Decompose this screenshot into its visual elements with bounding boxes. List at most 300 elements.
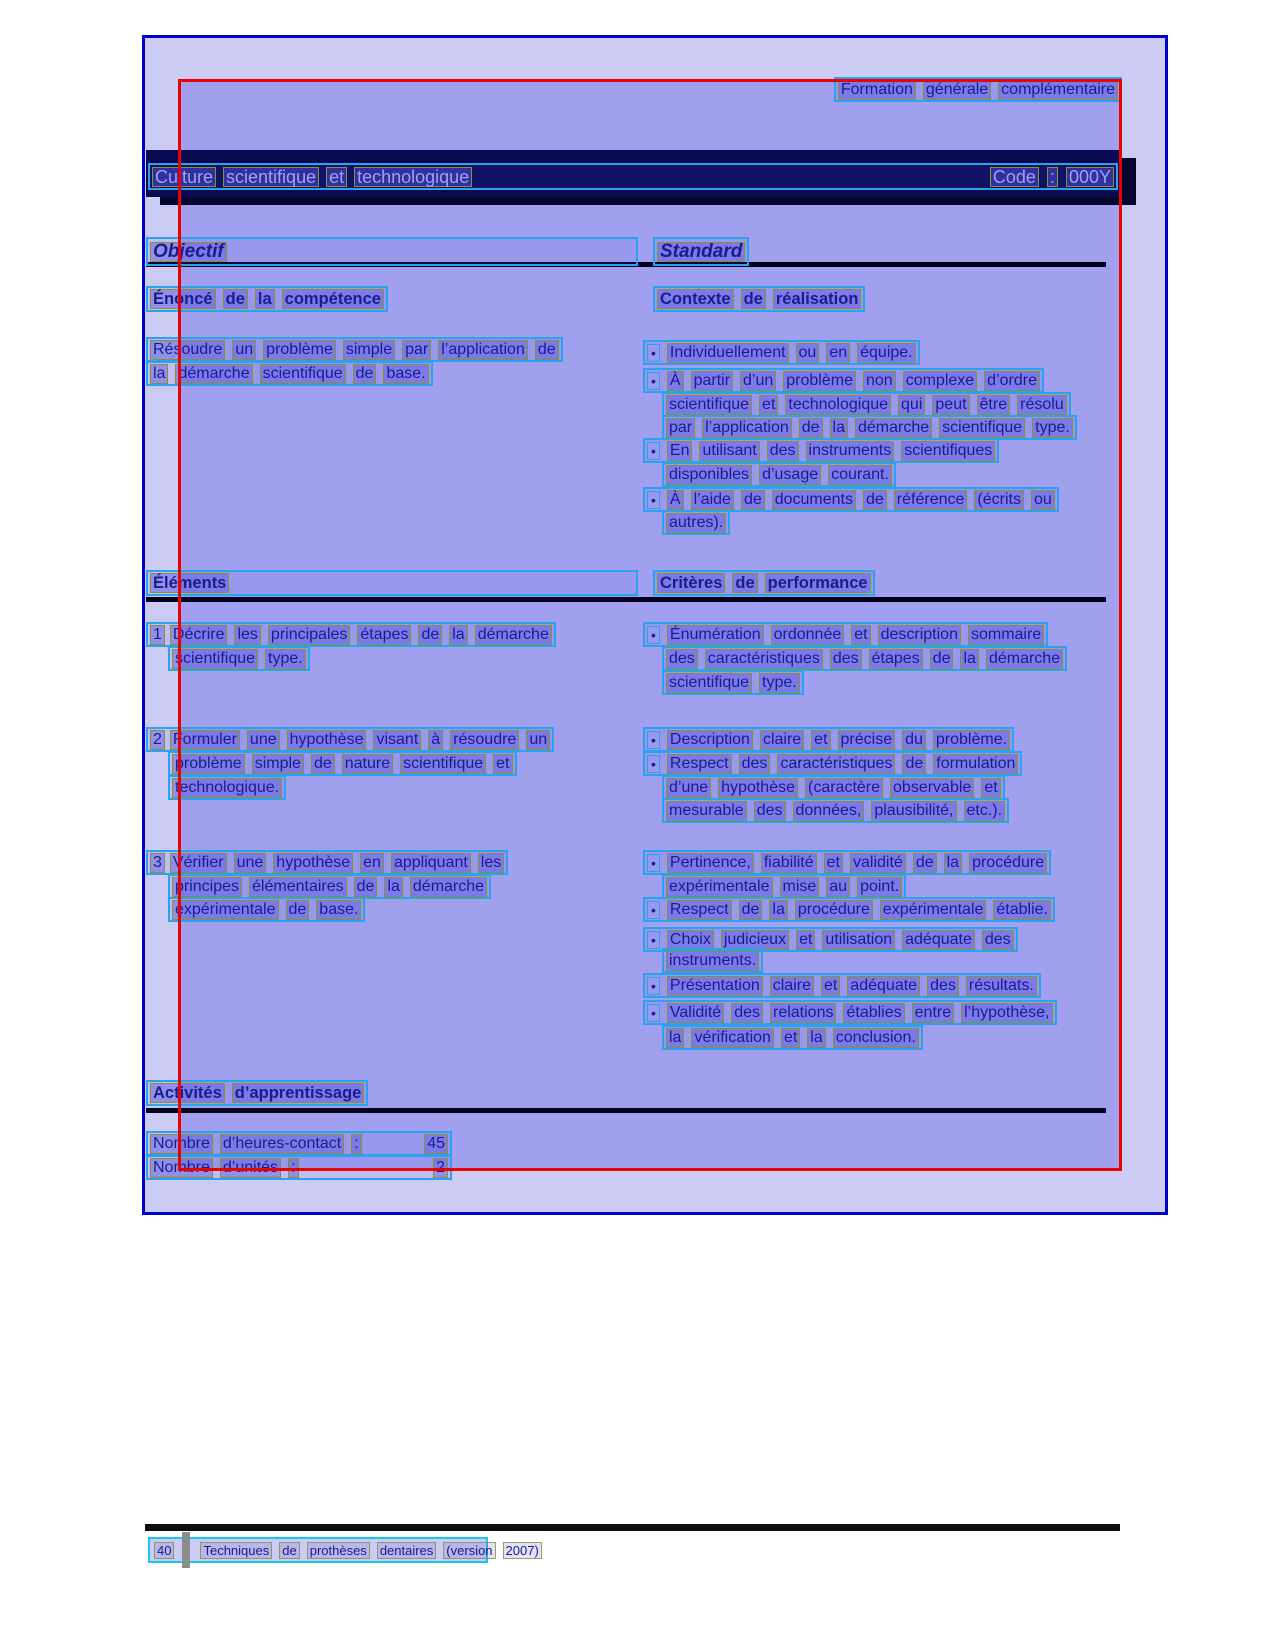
word-highlight: un — [232, 340, 256, 360]
context-text — [666, 395, 1067, 415]
word-highlight: Validité — [667, 1003, 724, 1023]
word-highlight: établie. — [993, 900, 1051, 920]
word-highlight: Résoudre — [150, 340, 225, 360]
word-highlight: adéquate — [902, 930, 975, 950]
word-highlight: type. — [1032, 418, 1073, 438]
word-highlight: (caractère — [805, 778, 883, 798]
context-bullet-line — [643, 340, 920, 365]
criterion-bullet-line — [643, 973, 1041, 998]
word-highlight: hypothèse — [718, 778, 798, 798]
criterion-line — [662, 1025, 923, 1050]
word-highlight: Décrire — [170, 625, 228, 645]
word-highlight: adéquate — [847, 976, 920, 996]
course-title — [152, 167, 472, 187]
word-highlight: établies — [843, 1003, 904, 1023]
context-text — [647, 343, 916, 363]
word-highlight: élémentaires — [249, 877, 347, 897]
word-highlight: au — [826, 877, 850, 897]
word-highlight: et — [759, 395, 778, 415]
word-highlight: la — [960, 649, 978, 669]
item-text — [172, 649, 306, 669]
word-highlight: réalisation — [773, 289, 862, 309]
item-line — [168, 874, 491, 899]
word-highlight: sommaire — [968, 625, 1044, 645]
criterion-text — [666, 1028, 919, 1048]
word-highlight: démarche — [986, 649, 1063, 669]
word-highlight: performance — [765, 573, 871, 593]
word-highlight: d’unités — [220, 1158, 281, 1178]
criterion-text — [647, 625, 1044, 645]
word-highlight: de — [354, 877, 378, 897]
criterion-bullet-line — [643, 622, 1048, 647]
word-highlight: des — [739, 754, 771, 774]
bullet-icon: • — [647, 931, 660, 949]
word-highlight: données, — [793, 801, 865, 821]
word-highlight: des — [666, 649, 698, 669]
word-highlight: et — [824, 853, 843, 873]
footer-separator-bar — [182, 1532, 190, 1568]
criteria-title-line — [653, 570, 875, 596]
section-rule — [146, 1108, 1106, 1113]
word-highlight: l’aide — [691, 490, 734, 510]
word-highlight: scientifique — [172, 649, 258, 669]
word-highlight: ordonnée — [771, 625, 845, 645]
word-highlight: Standard — [657, 242, 745, 262]
word-highlight: instruments — [806, 441, 895, 461]
word-highlight: hypothèse — [287, 730, 367, 750]
word-highlight: À — [667, 490, 684, 510]
word-highlight: de — [353, 364, 377, 384]
criterion-text — [647, 730, 1010, 750]
word-highlight: technologique. — [172, 778, 282, 798]
criteria-title — [657, 573, 871, 593]
context-text — [666, 418, 1073, 438]
word-highlight: plausibilité, — [871, 801, 956, 821]
word-highlight: caractéristiques — [705, 649, 823, 669]
criterion-bullet-line — [643, 727, 1014, 752]
word-highlight: de — [535, 340, 559, 360]
item-line — [168, 775, 286, 800]
bullet-icon: • — [647, 1004, 660, 1022]
word-highlight: de — [799, 418, 823, 438]
objectif-heading-line — [146, 237, 638, 266]
bullet-icon: • — [647, 626, 660, 644]
word-highlight: d’ordre — [984, 371, 1040, 391]
word-highlight: de — [279, 1542, 299, 1559]
word-highlight: Respect — [667, 754, 732, 774]
bullet-icon: • — [647, 491, 660, 509]
word-highlight: la — [666, 1028, 684, 1048]
word-highlight: et — [781, 1028, 800, 1048]
word-highlight: étapes — [869, 649, 923, 669]
word-highlight: scientifique — [260, 364, 346, 384]
criterion-text — [666, 778, 1001, 798]
word-highlight: hypothèse — [273, 853, 353, 873]
word-highlight: Activités — [150, 1083, 225, 1103]
word-highlight: scientifique — [666, 673, 752, 693]
word-highlight: courant. — [828, 465, 892, 485]
criterion-line — [662, 646, 1067, 671]
criterion-text — [666, 877, 902, 897]
item-text — [172, 877, 487, 897]
units-row — [146, 1155, 452, 1180]
context-line — [662, 510, 730, 535]
word-highlight: générale — [923, 80, 991, 100]
word-highlight: et — [821, 976, 840, 996]
word-highlight: mesurable — [666, 801, 747, 821]
bullet-icon: • — [647, 854, 660, 872]
word-highlight: les — [478, 853, 504, 873]
word-highlight: Nombre — [150, 1158, 213, 1178]
word-highlight: l’application — [438, 340, 528, 360]
word-highlight: complémentaire — [998, 80, 1118, 100]
item-line — [168, 897, 365, 922]
word-highlight: la — [944, 853, 962, 873]
word-highlight: référence — [894, 490, 968, 510]
word-highlight: compétence — [282, 289, 384, 309]
word-highlight: expérimentale — [880, 900, 987, 920]
word-highlight: une — [234, 853, 267, 873]
word-highlight: scientifique — [666, 395, 752, 415]
word-highlight: relations — [770, 1003, 836, 1023]
statement-text — [150, 340, 559, 360]
activities-title-line — [146, 1080, 368, 1106]
word-highlight: de — [902, 754, 926, 774]
enonce-title-line — [146, 286, 388, 312]
word-highlight: des — [927, 976, 959, 996]
word-highlight: de — [311, 754, 335, 774]
word-highlight: type. — [265, 649, 306, 669]
word-highlight: base. — [316, 900, 361, 920]
word-highlight: (version — [443, 1542, 495, 1559]
bullet-icon: • — [647, 901, 660, 919]
word-highlight: d’heures-contact — [220, 1134, 344, 1154]
word-highlight: les — [234, 625, 260, 645]
criterion-text — [647, 853, 1047, 873]
word-highlight: appliquant — [391, 853, 471, 873]
criterion-text — [647, 976, 1037, 996]
criterion-text — [666, 951, 759, 971]
context-text — [666, 465, 892, 485]
word-highlight: équipe. — [857, 343, 916, 363]
code-label: Code — [990, 167, 1039, 187]
contexte-title — [657, 289, 861, 309]
title-bar-line — [148, 163, 1118, 190]
word-highlight: (écrits — [974, 490, 1024, 510]
word-highlight: problème — [783, 371, 856, 391]
word-highlight: résultats. — [966, 976, 1037, 996]
bullet-icon: • — [647, 755, 660, 773]
word-highlight: scientifique — [400, 754, 486, 774]
footer-text — [200, 1542, 541, 1559]
word-highlight: Choix — [667, 930, 714, 950]
item-line — [168, 646, 310, 671]
word-highlight: des — [982, 930, 1014, 950]
criterion-line — [662, 798, 1009, 823]
context-bullet-line — [643, 487, 1059, 512]
criterion-text — [647, 900, 1051, 920]
criterion-text — [666, 801, 1005, 821]
word-highlight: d’une — [666, 778, 711, 798]
word-highlight: scientifiques — [901, 441, 995, 461]
word-highlight: la — [255, 289, 275, 309]
word-highlight: et — [493, 754, 512, 774]
footer-line — [148, 1537, 539, 1563]
word-highlight: de — [863, 490, 887, 510]
word-highlight: etc.). — [964, 801, 1006, 821]
objectif-heading — [150, 242, 227, 262]
word-highlight: base. — [383, 364, 428, 384]
statement-line — [146, 361, 433, 386]
item-text — [170, 730, 550, 750]
word-highlight: et — [326, 167, 347, 187]
context-text — [647, 371, 1040, 391]
word-highlight: description — [878, 625, 961, 645]
word-highlight: qui — [898, 395, 925, 415]
item-line — [168, 751, 517, 776]
word-highlight: du — [902, 730, 926, 750]
word-highlight: de — [223, 289, 248, 309]
word-highlight: étapes — [357, 625, 411, 645]
word-highlight: de — [741, 490, 765, 510]
word-highlight: problème. — [933, 730, 1010, 750]
item-text — [170, 625, 552, 645]
word-highlight: de — [286, 900, 310, 920]
word-highlight: Vérifier — [170, 853, 227, 873]
criterion-line — [662, 670, 804, 695]
word-highlight: des — [754, 801, 786, 821]
word-highlight: et — [851, 625, 870, 645]
word-highlight: claire — [760, 730, 804, 750]
top-note — [838, 80, 1118, 100]
criterion-line — [662, 948, 763, 973]
word-highlight: et — [981, 778, 1000, 798]
word-highlight: par — [666, 418, 695, 438]
word-highlight: d’apprentissage — [232, 1083, 365, 1103]
course-code — [990, 167, 1114, 187]
word-highlight: démarche — [855, 418, 932, 438]
word-highlight: scientifique — [223, 167, 319, 187]
word-highlight: disponibles — [666, 465, 752, 485]
word-highlight: simple — [252, 754, 304, 774]
item-line — [146, 850, 508, 875]
criterion-text — [666, 649, 1063, 669]
context-line — [662, 415, 1077, 440]
context-line — [662, 392, 1071, 417]
word-highlight: fiabilité — [761, 853, 817, 873]
word-highlight: la — [449, 625, 467, 645]
page-number: 40 — [154, 1542, 174, 1559]
word-highlight: Présentation — [667, 976, 763, 996]
statement-line — [146, 337, 563, 362]
item-number: 3 — [150, 853, 165, 873]
top-note-line — [834, 77, 1122, 102]
context-text — [666, 513, 726, 533]
word-highlight: un — [526, 730, 550, 750]
word-highlight: expérimentale — [666, 877, 773, 897]
elements-title — [150, 573, 229, 593]
word-highlight: en — [360, 853, 384, 873]
context-text — [647, 441, 995, 461]
word-highlight: Individuellement — [667, 343, 789, 363]
word-highlight: technologique — [785, 395, 891, 415]
word-highlight: documents — [772, 490, 856, 510]
bullet-icon: • — [647, 442, 660, 460]
word-highlight: nature — [342, 754, 393, 774]
word-highlight: formulation — [933, 754, 1018, 774]
criterion-line — [662, 775, 1005, 800]
code-separator: : — [1047, 167, 1058, 187]
word-highlight: et — [796, 930, 815, 950]
criterion-text — [647, 1003, 1053, 1023]
activities-title — [150, 1083, 364, 1103]
word-highlight: problème — [263, 340, 336, 360]
criterion-bullet-line — [643, 850, 1051, 875]
word-highlight: scientifique — [939, 418, 1025, 438]
word-highlight: technologique — [354, 167, 472, 187]
word-highlight: Objectif — [150, 242, 227, 262]
elements-title-line — [146, 570, 638, 596]
word-highlight: : — [288, 1158, 298, 1178]
word-highlight: simple — [343, 340, 395, 360]
context-bullet-line — [643, 368, 1044, 393]
context-line — [662, 462, 896, 487]
word-highlight: partir — [691, 371, 733, 391]
word-highlight: Énumération — [667, 625, 764, 645]
bullet-icon: • — [647, 372, 660, 390]
word-highlight: problème — [172, 754, 245, 774]
word-highlight: Énoncé — [150, 289, 216, 309]
word-highlight: complexe — [903, 371, 977, 391]
word-highlight: entre — [912, 1003, 954, 1023]
word-highlight: observable — [890, 778, 974, 798]
word-highlight: Culture — [152, 167, 216, 187]
standard-heading — [657, 242, 745, 262]
word-highlight: d’usage — [759, 465, 821, 485]
item-number: 2 — [150, 730, 165, 750]
word-highlight: caractéristiques — [777, 754, 895, 774]
word-highlight: utilisation — [822, 930, 895, 950]
word-highlight: démarche — [475, 625, 552, 645]
word-highlight: À — [667, 371, 684, 391]
bullet-icon: • — [647, 731, 660, 749]
word-highlight: Nombre — [150, 1134, 213, 1154]
word-highlight: la — [807, 1028, 825, 1048]
item-line — [146, 622, 556, 647]
word-highlight: à — [428, 730, 443, 750]
word-highlight: la — [384, 877, 402, 897]
word-highlight: résolu — [1017, 395, 1067, 415]
word-highlight: Techniques — [200, 1542, 272, 1559]
word-highlight: peut — [932, 395, 969, 415]
word-highlight: mise — [780, 877, 820, 897]
code-value: 000Y — [1066, 167, 1114, 187]
word-highlight: non — [863, 371, 896, 391]
units-label — [150, 1158, 299, 1178]
criterion-text — [647, 930, 1014, 950]
word-highlight: démarche — [175, 364, 252, 384]
word-highlight: résoudre — [450, 730, 519, 750]
word-highlight: de — [913, 853, 937, 873]
word-highlight: des — [767, 441, 799, 461]
word-highlight: Contexte — [657, 289, 734, 309]
word-highlight: des — [731, 1003, 763, 1023]
item-text — [172, 754, 513, 774]
word-highlight: Formation — [838, 80, 916, 100]
item-text — [172, 778, 282, 798]
context-bullet-line — [643, 438, 999, 463]
hours-row — [146, 1131, 452, 1156]
word-highlight: conclusion. — [833, 1028, 919, 1048]
word-highlight: utilisant — [699, 441, 759, 461]
word-highlight: type. — [759, 673, 800, 693]
item-text — [170, 853, 504, 873]
word-highlight: procédure — [969, 853, 1047, 873]
word-highlight: prothèses — [307, 1542, 370, 1559]
hours-label — [150, 1134, 362, 1154]
word-highlight: en — [826, 343, 850, 363]
bullet-icon: • — [647, 977, 660, 995]
word-highlight: d’un — [740, 371, 776, 391]
word-highlight: procédure — [795, 900, 873, 920]
word-highlight: de — [741, 289, 766, 309]
item-text — [172, 900, 361, 920]
word-highlight: l’hypothèse, — [961, 1003, 1052, 1023]
criterion-bullet-line — [643, 1000, 1057, 1025]
word-highlight: Critères — [657, 573, 725, 593]
bullet-icon: • — [647, 344, 660, 362]
word-highlight: vérification — [691, 1028, 773, 1048]
word-highlight: par — [402, 340, 431, 360]
criterion-bullet-line — [643, 751, 1022, 776]
word-highlight: être — [977, 395, 1011, 415]
context-text — [647, 490, 1055, 510]
word-highlight: précise — [838, 730, 896, 750]
units-value: 2 — [433, 1158, 448, 1178]
enonce-title — [150, 289, 384, 309]
word-highlight: principales — [268, 625, 350, 645]
criterion-text — [647, 754, 1018, 774]
word-highlight: de — [930, 649, 954, 669]
criterion-line — [662, 874, 906, 899]
section-rule — [146, 597, 1106, 602]
item-line — [146, 727, 554, 752]
word-highlight: judicieux — [721, 930, 789, 950]
word-highlight: validité — [850, 853, 906, 873]
word-highlight: la — [769, 900, 787, 920]
word-highlight: En — [667, 441, 693, 461]
word-highlight: de — [732, 573, 757, 593]
contexte-title-line — [653, 286, 865, 312]
criterion-bullet-line — [643, 897, 1055, 922]
word-highlight: Description — [667, 730, 753, 750]
word-highlight: et — [811, 730, 830, 750]
word-highlight: Formuler — [170, 730, 240, 750]
word-highlight: Pertinence, — [667, 853, 754, 873]
word-highlight: autres). — [666, 513, 726, 533]
word-highlight: visant — [373, 730, 421, 750]
standard-heading-line — [653, 237, 749, 266]
word-highlight: de — [739, 900, 763, 920]
word-highlight: de — [418, 625, 442, 645]
word-highlight: la — [150, 364, 168, 384]
word-highlight: claire — [770, 976, 814, 996]
word-highlight: ou — [796, 343, 820, 363]
word-highlight: 2007) — [503, 1542, 542, 1559]
item-number: 1 — [150, 625, 165, 645]
word-highlight: : — [351, 1134, 361, 1154]
statement-text — [150, 364, 429, 384]
